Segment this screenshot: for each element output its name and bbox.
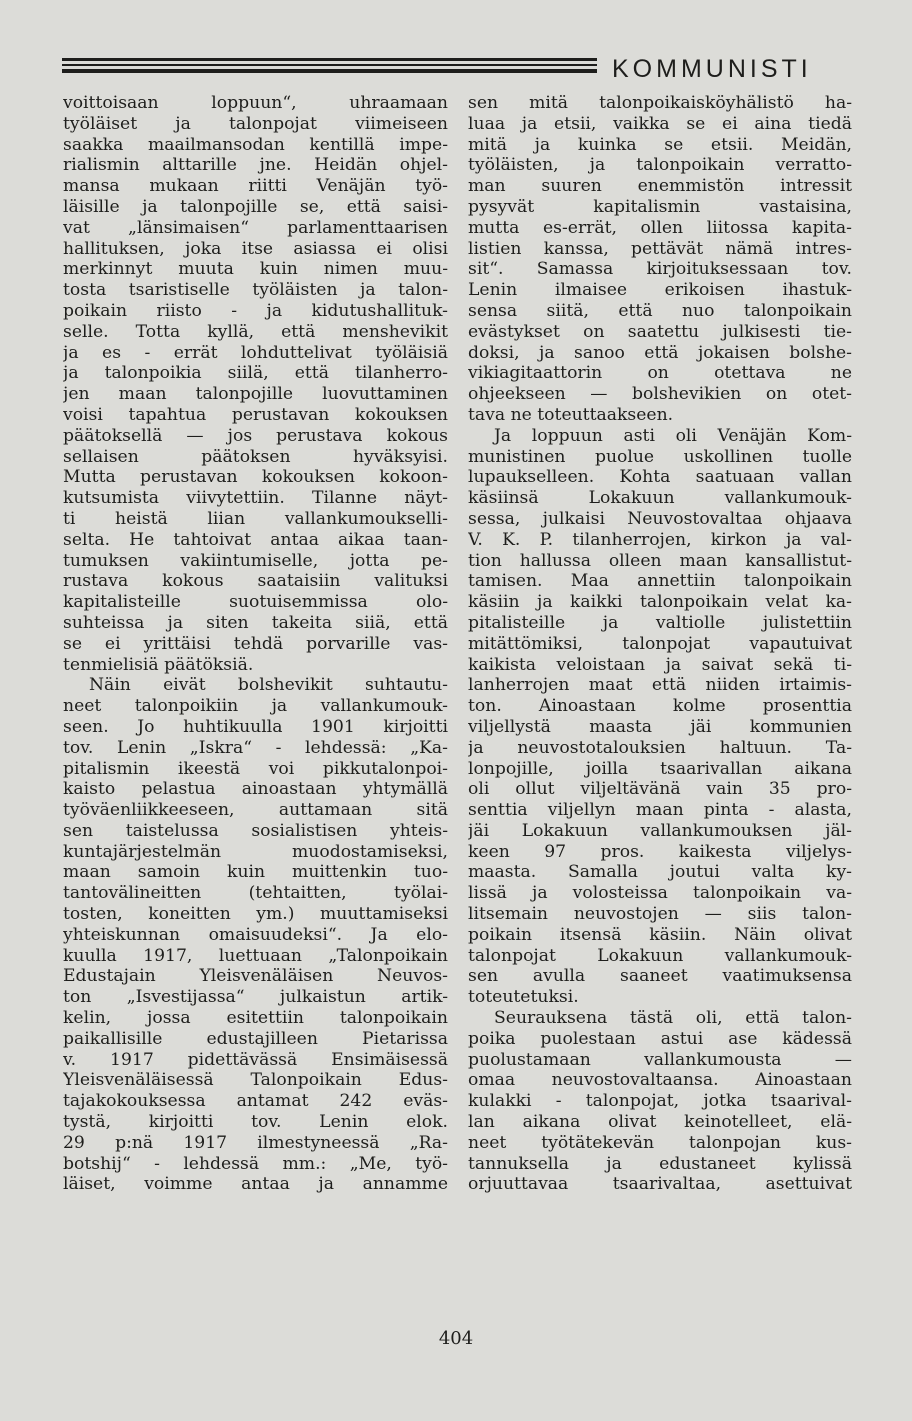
text-line: rustava kokous saataisiin valituksi — [63, 571, 448, 592]
text-line: Lenin ilmaisee erikoisen ihastuk- — [468, 280, 852, 301]
text-line: Näin eivät bolshevikit suhtautu- — [89, 675, 448, 696]
text-line: tystä, kirjoitti tov. Lenin elok. — [63, 1112, 448, 1133]
text-line: tion hallussa olleen maan kansallistut- — [468, 550, 852, 571]
text-line: ja es - errät lohduttelivat työläisiä — [63, 342, 448, 363]
text-line: senttia viljellyn maan pinta - alasta, — [468, 800, 852, 821]
text-line: talonpojat Lokakuun vallankumouk- — [468, 945, 852, 966]
text-line: saakka maailmansodan kentillä impe- — [63, 134, 448, 155]
text-line: työläiset ja talonpojat viimeiseen — [63, 113, 448, 134]
text-line: V. K. P. tilanherrojen, kirkon ja val- — [468, 529, 852, 550]
text-line: sessa, julkaisi Neuvostovaltaa ohjaava — [468, 508, 852, 529]
text-line: läiset, voimme antaa ja annamme — [63, 1174, 448, 1195]
text-line: mutta es-errät, ollen liitossa kapita- — [468, 217, 852, 238]
text-line: doksi, ja sanoo että jokaisen bolshe- — [468, 342, 852, 363]
text-line: lan aikana olivat keinotelleet, elä- — [468, 1112, 852, 1133]
text-line: munistinen puolue uskollinen tuolle — [468, 446, 852, 467]
text-line: v. 1917 pidettävässä Ensimäisessä — [63, 1049, 448, 1070]
left-text-column — [63, 93, 448, 1195]
page-number: 404 — [438, 1328, 474, 1349]
text-line: käsiin ja kaikki talonpoikain velat ka- — [468, 592, 852, 613]
text-line: työväenliikkeeseen, auttamaan sitä — [63, 800, 448, 821]
text-line: tosten, koneitten ym.) muuttamiseksi — [63, 904, 448, 925]
text-line: se ei yrittäisi tehdä porvarille vas- — [63, 633, 448, 654]
text-line: läisille ja talonpojille se, että saisi- — [63, 196, 448, 217]
text-line: kulakki - talonpojat, jotka tsaarival- — [468, 1091, 852, 1112]
text-line: neet talonpoikiin ja vallankumouk- — [63, 696, 448, 717]
text-line: paikallisille edustajilleen Pietarissa — [63, 1028, 448, 1049]
text-line: tajakokouksessa antamat 242 eväs- — [63, 1091, 448, 1112]
text-line: Edustajain Yleisvenäläisen Neuvos- — [63, 966, 448, 987]
text-line: ton „Isvestijassa“ julkaistun artik- — [63, 987, 448, 1008]
text-line: toteutetuksi. — [468, 987, 579, 1008]
text-line: neet työtätekevän talonpojan kus- — [468, 1132, 852, 1153]
text-line: pitalismin ikeestä voi pikkutalonpoi- — [63, 758, 448, 779]
text-line: kelin, jossa esitettiin talonpoikain — [63, 1008, 448, 1029]
text-line: pitalisteille ja valtiolle julistettiin — [468, 612, 852, 633]
running-title: KOMMUNISTI — [612, 55, 812, 83]
text-line: Ja loppuun asti oli Venäjän Kom- — [494, 425, 852, 446]
text-line: lupaukselleen. Kohta saatuaan vallan — [468, 467, 852, 488]
text-line: puolustamaan vallankumousta — — [468, 1049, 852, 1070]
text-line: Seurauksena tästä oli, että talon- — [494, 1008, 852, 1029]
text-line: lonpojille, joilla tsaarivallan aikana — [468, 758, 852, 779]
text-line: oli ollut viljeltävänä vain 35 pro- — [468, 779, 852, 800]
text-line: ti heistä liian vallankumoukselli- — [63, 508, 448, 529]
text-line: keen 97 pros. kaikesta viljelys- — [468, 841, 852, 862]
text-line: sellaisen päätoksen hyväksyisi. — [63, 446, 448, 467]
text-line: kuntajärjestelmän muodostamiseksi, — [63, 841, 448, 862]
text-line: sen taistelussa sosialistisen yhteis- — [63, 820, 448, 841]
text-line: työläisten, ja talonpoikain verratto- — [468, 155, 852, 176]
text-line: ja neuvostotalouksien haltuun. Ta- — [468, 737, 852, 758]
text-line: poikain riisto - ja kidutushallituk- — [63, 300, 448, 321]
text-line: maan samoin kuin muittenkin tuo- — [63, 862, 448, 883]
text-line: viljellystä maasta jäi kommunien — [468, 716, 852, 737]
text-line: ja talonpoikia siilä, että tilanherro- — [63, 363, 448, 384]
text-line: listien kanssa, pettävät nämä intres- — [468, 238, 852, 259]
text-line: kutsumista viivytettiin. Tilanne näyt- — [63, 488, 448, 509]
text-line: kuulla 1917, luettuaan „Talonpoikain — [63, 945, 448, 966]
text-line: omaa neuvostovaltaansa. Ainoastaan — [468, 1070, 852, 1091]
text-line: poikain itsensä käsiin. Näin olivat — [468, 924, 852, 945]
text-line: jen maan talonpojille luovuttaminen — [63, 384, 448, 405]
text-line: luaa ja etsii, vaikka se ei aina tiedä — [468, 113, 852, 134]
text-line: lanherrojen maat että niiden irtaimis- — [468, 675, 852, 696]
text-line: mitä ja kuinka se etsii. Meidän, — [468, 134, 852, 155]
text-line: ton. Ainoastaan kolme prosenttia — [468, 696, 852, 717]
text-line: käsiinsä Lokakuun vallankumouk- — [468, 488, 852, 509]
text-line: voittoisaan loppuun“, uhraamaan — [63, 93, 448, 113]
text-line: sensa siitä, että nuo talonpoikain — [468, 300, 852, 321]
text-line: tumuksen vakiintumiselle, jotta pe- — [63, 550, 448, 571]
text-line: yhteiskunnan omaisuudeksi“. Ja elo- — [63, 924, 448, 945]
text-line: evästykset on saatettu julkisesti tie- — [468, 321, 852, 342]
text-line: selta. He tahtoivat antaa aikaa taan- — [63, 529, 448, 550]
text-line: tamisen. Maa annettiin talonpoikain — [468, 571, 852, 592]
text-line: tava ne toteuttaakseen. — [468, 404, 674, 425]
text-line: ohjeekseen — bolshevikien on otet- — [468, 384, 852, 405]
text-line: mansa mukaan riitti Venäjän työ- — [63, 176, 448, 197]
text-line: jäi Lokakuun vallankumouksen jäl- — [468, 820, 852, 841]
text-line: botshij“ - lehdessä mm.: „Me, työ- — [63, 1153, 448, 1174]
text-line: maasta. Samalla joutui valta ky- — [468, 862, 852, 883]
text-line: tov. Lenin „Iskra“ - lehdessä: „Ka- — [63, 737, 448, 758]
text-line: poika puolestaan astui ase kädessä — [468, 1028, 852, 1049]
text-line: suhteissa ja siten takeita siiä, että — [63, 612, 448, 633]
text-line: vat „länsimaisen“ parlamenttaarisen — [63, 217, 448, 238]
text-line: Mutta perustavan kokouksen kokoon- — [63, 467, 448, 488]
text-line: rialismin alttarille jne. Heidän ohjel- — [63, 155, 448, 176]
header-rule-line — [62, 69, 597, 73]
text-line: hallituksen, joka itse asiassa ei olisi — [63, 238, 448, 259]
text-line: sit“. Samassa kirjoituksessaan tov. — [468, 259, 852, 280]
text-line: seen. Jo huhtikuulla 1901 kirjoitti — [63, 716, 448, 737]
text-line: sen avulla saaneet vaatimuksensa — [468, 966, 852, 987]
text-line: kapitalisteille suotuisemmissa olo- — [63, 592, 448, 613]
text-line: man suuren enemmistön intressit — [468, 176, 852, 197]
right-text-column — [468, 93, 852, 1195]
text-line: Yleisvenäläisessä Talonpoikain Edus- — [63, 1070, 448, 1091]
text-line: sen mitä talonpoikaisköyhälistö ha- — [468, 93, 852, 113]
text-line: pysyvät kapitalismin vastaisina, — [468, 196, 852, 217]
text-line: merkinnyt muuta kuin nimen muu- — [63, 259, 448, 280]
text-line: lissä ja volosteissa talonpoikain va- — [468, 883, 852, 904]
text-line: päätoksellä — jos perustava kokous — [63, 425, 448, 446]
text-line: vikiagitaattorin on otettava ne — [468, 363, 852, 384]
header-rule — [62, 58, 597, 76]
header-rule-line — [62, 64, 597, 66]
text-line: litsemain neuvostojen — siis talon- — [468, 904, 852, 925]
text-line: tannuksella ja edustaneet kylissä — [468, 1153, 852, 1174]
text-line: kaisto pelastua ainoastaan yhtymällä — [63, 779, 448, 800]
text-line: tosta tsaristiselle työläisten ja talon- — [63, 280, 448, 301]
text-line: 29 p:nä 1917 ilmestyneessä „Ra- — [63, 1132, 448, 1153]
text-line: voisi tapahtua perustavan kokouksen — [63, 404, 448, 425]
text-line: kaikista veloistaan ja saivat sekä ti- — [468, 654, 852, 675]
text-line: tenmielisiä päätöksiä. — [63, 654, 254, 675]
header-rule-line — [62, 58, 597, 61]
text-line: orjuuttavaa tsaarivaltaa, asettuivat — [468, 1174, 852, 1195]
text-line: selle. Totta kyllä, että menshevikit — [63, 321, 448, 342]
text-line: mitättömiksi, talonpojat vapautuivat — [468, 633, 852, 654]
text-line: tantovälineitten (tehtaitten, työlai- — [63, 883, 448, 904]
